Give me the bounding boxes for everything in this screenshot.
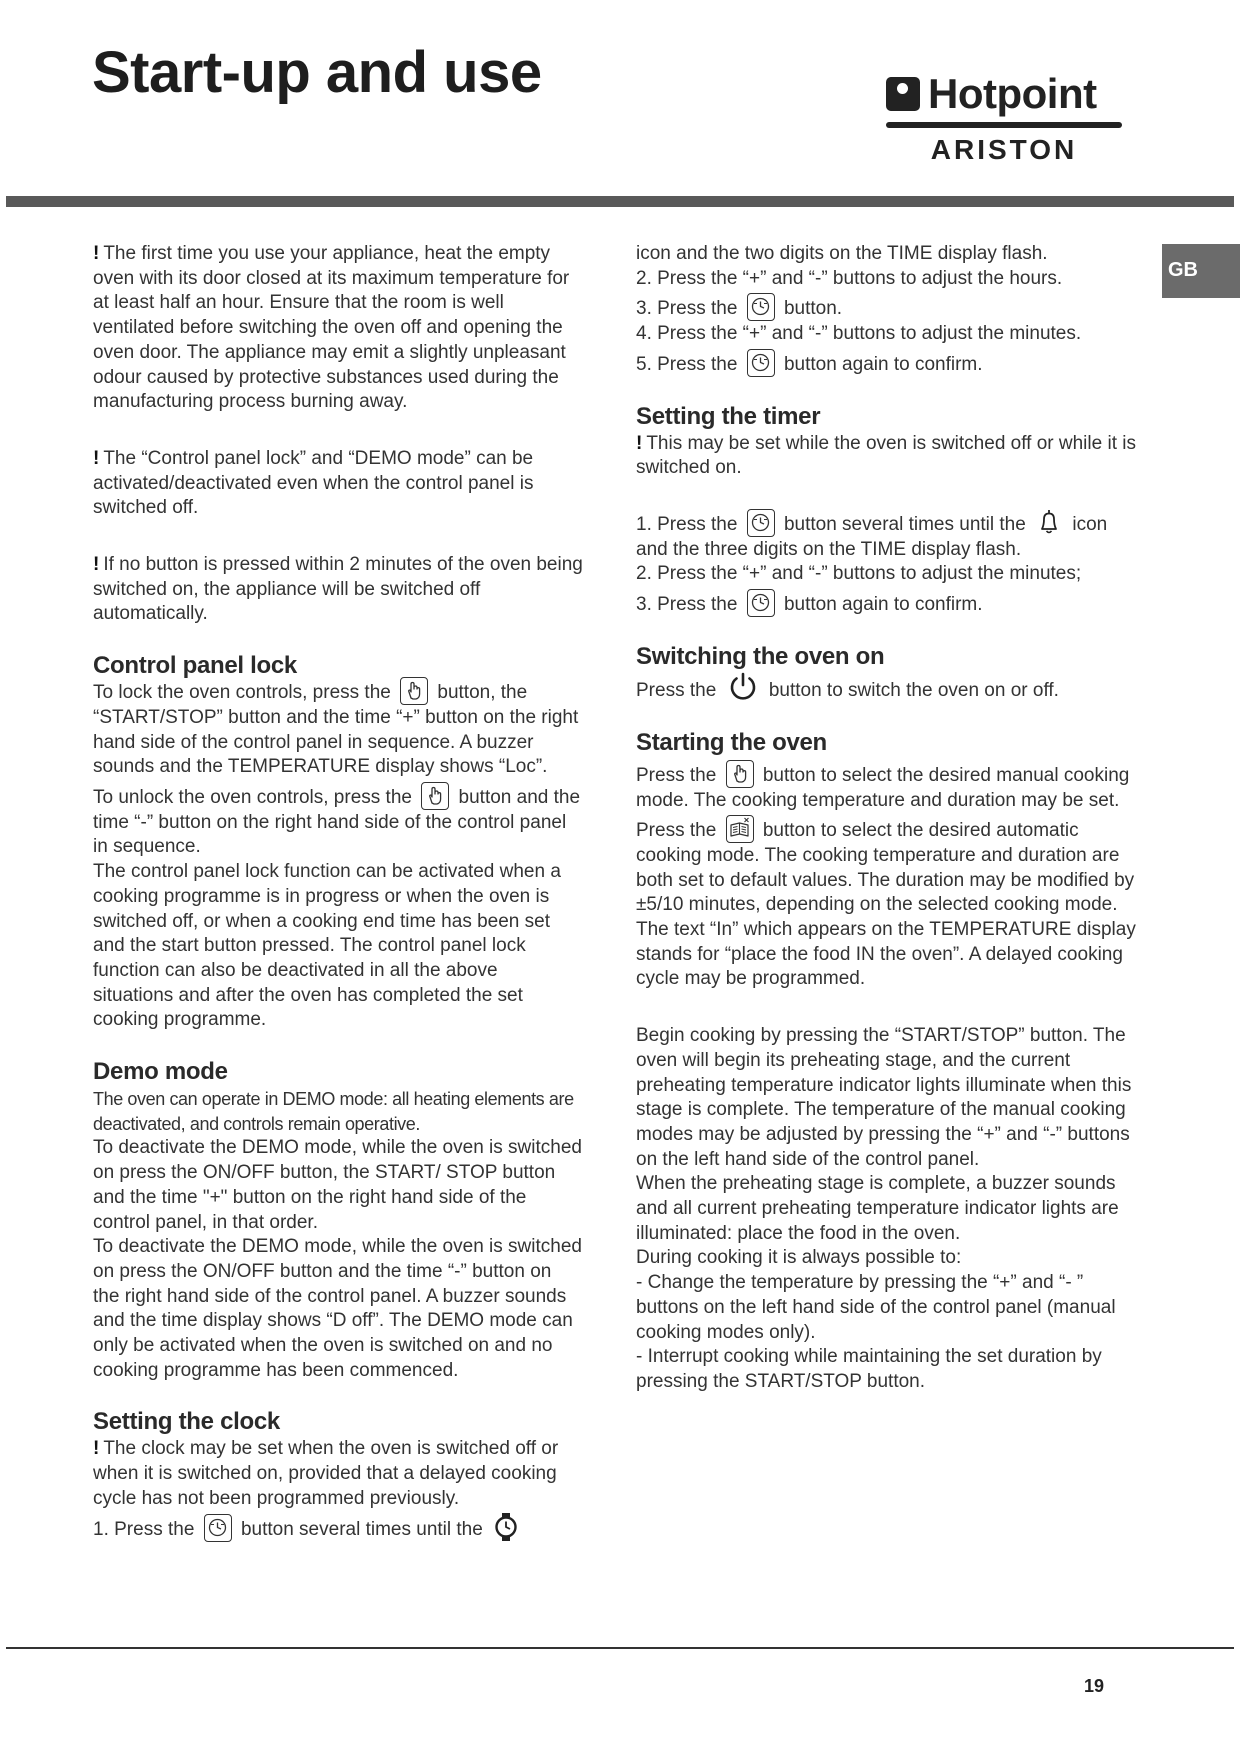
demo-mode-deactivate-1: To deactivate the DEMO mode, while the oven is switched on press the ON/OFF button, the START/ STOP button and the time "+" button on the right hand side of the control panel, in that order. — [93, 1137, 582, 1233]
interrupt-cooking-text: - Interrupt cooking while maintaining the set duration by pressing the START/STOP button. — [636, 1346, 1102, 1392]
demo-mode-deactivate-2: To deactivate the DEMO mode, while the oven is switched on press the ON/OFF button and the time “-” button on the right hand side of the control panel. A buzzer sounds and the time display shows “D off”. The DEMO mode can only be activated when the oven is switched on and no cooking programme has been commenced. — [93, 1236, 582, 1381]
timer-step-3: 3. Press the button again to confirm. — [636, 593, 1136, 618]
hand-button-icon — [400, 677, 428, 705]
switching-on-heading: Switching the oven on — [636, 642, 885, 670]
warning-icon: ! — [93, 447, 100, 469]
header-rule — [6, 196, 1234, 207]
left-column — [93, 242, 583, 1542]
bell-icon — [1035, 507, 1063, 537]
brand-logo — [886, 70, 1122, 170]
logo-divider — [886, 122, 1122, 128]
clock-step-4: 4. Press the “+” and “-” buttons to adjust the minutes. — [636, 323, 1082, 345]
page-number: 19 — [1084, 1676, 1105, 1696]
recipe-book-icon — [726, 815, 754, 843]
clock-step-5: 5. Press the button again to confirm. — [636, 353, 1136, 378]
starting-oven-heading: Starting the oven — [636, 728, 827, 756]
preheat-complete-text: When the preheating stage is complete, a buzzer sounds and all current preheating temperature indicator lights are illuminated: place the food in the oven. — [636, 1173, 1119, 1244]
clock-button-icon — [747, 509, 775, 537]
demo-mode-intro: The oven can operate in DEMO mode: all heating elements are deactivated, and controls remain operative. — [93, 1089, 574, 1134]
clock-step-2: 2. Press the “+” and “-” buttons to adjust the hours. — [636, 267, 1063, 289]
unlock-instructions: To unlock the oven controls, press the button and the time “-” button on the right hand side of the control panel in sequence. — [93, 786, 583, 860]
during-cooking-text: During cooking it is always possible to: — [636, 1247, 962, 1269]
timer-note: ! This may be set while the oven is switched off or while it is switched on. — [636, 432, 1136, 479]
timer-step-1: 1. Press the button several times until the icon and the three digits on the TIME display flash. — [636, 513, 1136, 562]
setting-timer-heading: Setting the timer — [636, 402, 821, 430]
footer-rule — [6, 1647, 1234, 1649]
clock-note: ! The clock may be set when the oven is switched off or when it is switched on, provided that a delayed cooking cycle has not been programmed previously. — [93, 1438, 559, 1509]
manual-mode-text: Press the button to select the desired manual cooking mode. The cooking temperature and duration may be set. — [636, 764, 1136, 813]
brand-mark-icon — [886, 77, 920, 111]
begin-cooking-text: Begin cooking by pressing the “START/STOP” button. The oven will begin its preheating stage, and the current preheating temperature indicator lights illuminate when this stage is complete. The temperature of the manual cooking modes may be adjusted by pressing the “+” and “-” buttons on the left hand side of the control panel. — [636, 1025, 1132, 1170]
clock-button-icon — [747, 589, 775, 617]
clock-step-3: 3. Press the button. — [636, 297, 1136, 322]
switching-on-text: Press the button to switch the oven on or off. — [636, 678, 1136, 704]
auto-mode-text: Press the button to select the desired automatic cooking mode. The cooking temperature and duration are both set to default values. The duration may be modified by ±5/10 minutes, depending on the selected cooking mode. The text “In” which appears on the TEMPERATURE display stands for “place the food IN the oven”. A delayed cooking cycle may be programmed. — [636, 819, 1136, 992]
setting-clock-heading: Setting the clock — [93, 1408, 280, 1436]
timer-step-2: 2. Press the “+” and “-” buttons to adjust the minutes; — [636, 563, 1082, 585]
language-tab: GB — [1162, 244, 1240, 298]
hand-button-icon — [421, 782, 449, 810]
right-column — [636, 242, 1136, 1395]
lock-instructions: To lock the oven controls, press the button, the “START/STOP” button and the time “+” button on the right hand side of the control panel in sequence. A buzzer sounds and the TEMPERATURE display shows “Loc”. — [93, 681, 583, 780]
warning-icon: ! — [93, 243, 100, 264]
clock-button-icon — [747, 349, 775, 377]
clock-display-icon — [492, 1512, 520, 1542]
lock-function-note: The control panel lock function can be activated when a cooking programme is in progress or when the oven is switched off, or when a cooking end time has been set and the start button pressed. The control panel lock function can also be deactivated in all the above situations and after the oven has completed the set cooking programme. — [93, 861, 561, 1031]
clock-step-1-continued: icon and the two digits on the TIME display flash. — [636, 243, 1048, 264]
intro-note-1: ! The first time you use your appliance, heat the empty oven with its door closed at its maximum temperature for at least half an hour. Ensure that the room is well ventilated before switching the oven off and opening the oven door. The appliance may emit a slightly unpleasant odour caused by protective substances used during the manufacturing process burning away. — [93, 243, 570, 413]
clock-step-1: 1. Press the button several times until the — [93, 1518, 583, 1543]
page-title: Start-up and use — [92, 40, 542, 105]
control-panel-lock-heading: Control panel lock — [93, 652, 297, 680]
demo-mode-heading: Demo mode — [93, 1058, 228, 1086]
clock-button-icon — [747, 293, 775, 321]
clock-button-icon — [204, 1514, 232, 1542]
intro-note-2: ! The “Control panel lock” and “DEMO mode” can be activated/deactivated even when the control panel is switched off. — [93, 447, 534, 519]
hand-button-icon — [726, 760, 754, 788]
power-icon — [726, 670, 760, 704]
change-temperature-text: - Change the temperature by pressing the “+” and “- ” buttons on the left hand side of the control panel (manual cooking modes only). — [636, 1272, 1116, 1343]
intro-note-3: ! If no button is pressed within 2 minutes of the oven being switched on, the appliance will be switched off automatically. — [93, 554, 583, 625]
warning-icon: ! — [636, 432, 643, 454]
warning-icon: ! — [93, 554, 100, 576]
logo-brand-text: Hotpoint — [928, 70, 1097, 117]
warning-icon: ! — [93, 1438, 100, 1460]
logo-sub-text: ARISTON — [930, 134, 1078, 165]
